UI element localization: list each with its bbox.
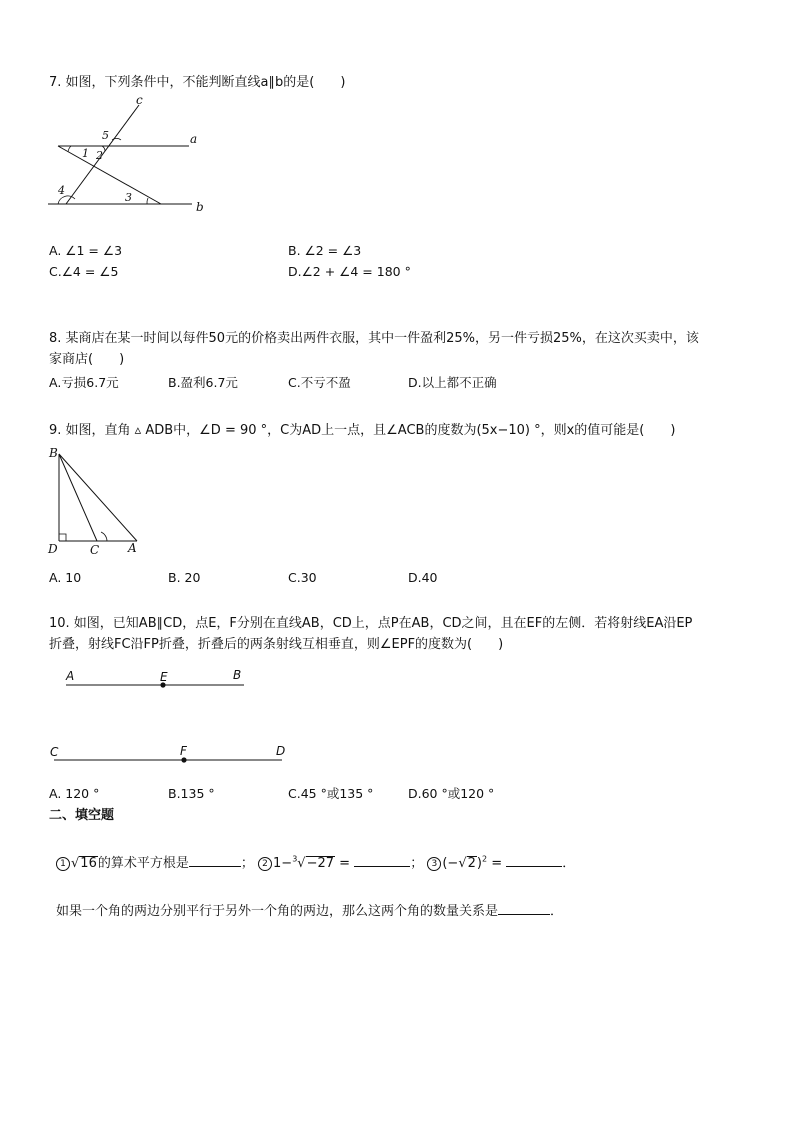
separator-2: ； — [410, 856, 424, 871]
separator-1: ； — [240, 856, 254, 871]
fill1-end: ． — [562, 856, 576, 871]
q9-side-bc — [59, 454, 97, 541]
q9-label-c: C — [90, 543, 100, 557]
circled-number-1: 1 — [56, 857, 70, 871]
part3-equals: = — [487, 856, 503, 871]
answer-blank-2[interactable] — [354, 854, 410, 867]
q10-label-a: A — [66, 669, 75, 683]
radicand-16: 16 — [80, 856, 97, 871]
q10-label-b: B — [233, 668, 242, 682]
q10-option-a: A. 120 ° — [49, 786, 100, 801]
q8-stem-line1: 8. 某商店在某一时间以每件50元的价格卖出两件衣服，其中一件盈利25%，另一件亏损25%，在这次买卖中，该 — [49, 331, 699, 346]
q10-label-c: C — [50, 745, 59, 759]
part1-text: 的算术平方根是 — [97, 856, 189, 871]
part3-close-paren: ) — [476, 856, 482, 871]
q7-label-1: 1 — [82, 147, 89, 160]
q7-option-b: B. ∠2 = ∠3 — [288, 243, 362, 258]
q7-label-2: 2 — [96, 149, 103, 162]
q10-option-b: B.135 ° — [168, 786, 215, 801]
q10-figure — [44, 664, 294, 768]
q8-option-b: B.盈利6.7元 — [168, 375, 238, 390]
sqrt-sign: √ — [71, 856, 80, 871]
q9-label-a: A — [128, 541, 137, 555]
fill-question-2 — [56, 902, 563, 920]
q7-stem: 7. 如图，下列条件中，不能判断直线a∥b的是( ) — [49, 75, 346, 90]
q10-option-d: D.60 °或120 ° — [408, 786, 495, 801]
cube-root-index: 3 — [292, 854, 298, 864]
q7-label-b: b — [196, 200, 204, 214]
q10-label-d: D — [276, 744, 286, 758]
circled-number-2: 2 — [258, 857, 272, 871]
q9-figure — [44, 442, 154, 560]
q7-option-a: A. ∠1 = ∠3 — [49, 243, 123, 258]
exponent-2: 2 — [481, 854, 488, 864]
q9-option-d: D.40 — [408, 570, 438, 585]
q7-arc-1 — [68, 146, 71, 152]
q7-arc-3 — [147, 198, 148, 204]
q9-right-angle-mark — [59, 534, 66, 541]
q8-option-d: D.以上都不正确 — [408, 375, 497, 390]
q7-label-a: a — [190, 132, 198, 146]
radicand-2: 2 — [467, 856, 476, 871]
q9-stem: 9. 如图，直角 ▵ ADB中，∠D = 90 °，C为AD上一点，且∠ACB的度数为(5x−10) °，则x的值可能是( ) — [49, 423, 676, 438]
q9-side-ba — [59, 454, 137, 541]
part2-prefix: 1− — [273, 856, 293, 871]
section-title-fill-in: 二、填空题 — [49, 808, 115, 823]
q9-angle-acb-arc — [101, 532, 107, 541]
q10-stem-line1: 10. 如图，已知AB∥CD，点E，F分别在直线AB，CD上，点P在AB，CD之间，且在EF的左侧．若将射线EA沿EP — [49, 616, 693, 631]
q10-label-e: E — [160, 670, 168, 684]
q9-option-b: B. 20 — [168, 570, 201, 585]
fill2-end: ． — [550, 904, 564, 919]
q10-label-f: F — [180, 744, 187, 758]
q10-option-c: C.45 °或135 ° — [288, 786, 374, 801]
q7-figure — [44, 92, 214, 217]
q8-option-c: C.不亏不盈 — [288, 375, 351, 390]
q7-label-3: 3 — [125, 191, 132, 204]
q9-option-a: A. 10 — [49, 570, 82, 585]
q7-label-c: c — [136, 93, 143, 107]
q9-label-d: D — [48, 542, 58, 556]
q7-option-d: D.∠2 + ∠4 = 180 ° — [288, 264, 411, 279]
q7-label-4: 4 — [58, 184, 65, 197]
answer-blank-1[interactable] — [189, 854, 241, 867]
q7-option-c: C.∠4 = ∠5 — [49, 264, 119, 279]
sqrt-sign-2: √ — [458, 856, 467, 871]
q10-stem-line2: 折叠，射线FC沿FP折叠，折叠后的两条射线互相垂直，则∠EPF的度数为( ) — [49, 637, 504, 652]
q9-option-c: C.30 — [288, 570, 317, 585]
circled-number-3: 3 — [427, 857, 441, 871]
q8-option-a: A.亏损6.7元 — [49, 375, 119, 390]
q8-stem-line2: 家商店( ) — [49, 352, 125, 367]
fill2-text: 如果一个角的两边分别平行于另外一个角的两边，那么这两个角的数量关系是 — [56, 904, 499, 919]
q9-label-b: B — [49, 446, 58, 460]
q10-point-f — [181, 757, 186, 762]
part2-equals: = — [335, 856, 351, 871]
radicand-neg27: −27 — [306, 856, 335, 871]
q7-label-5: 5 — [102, 129, 109, 142]
cube-root-sign: √ — [297, 856, 306, 871]
answer-blank-4[interactable] — [498, 902, 550, 915]
fill-question-1 — [56, 854, 575, 872]
answer-blank-3[interactable] — [506, 854, 562, 867]
q7-line-d — [58, 146, 161, 204]
part3-prefix: (− — [442, 856, 459, 871]
